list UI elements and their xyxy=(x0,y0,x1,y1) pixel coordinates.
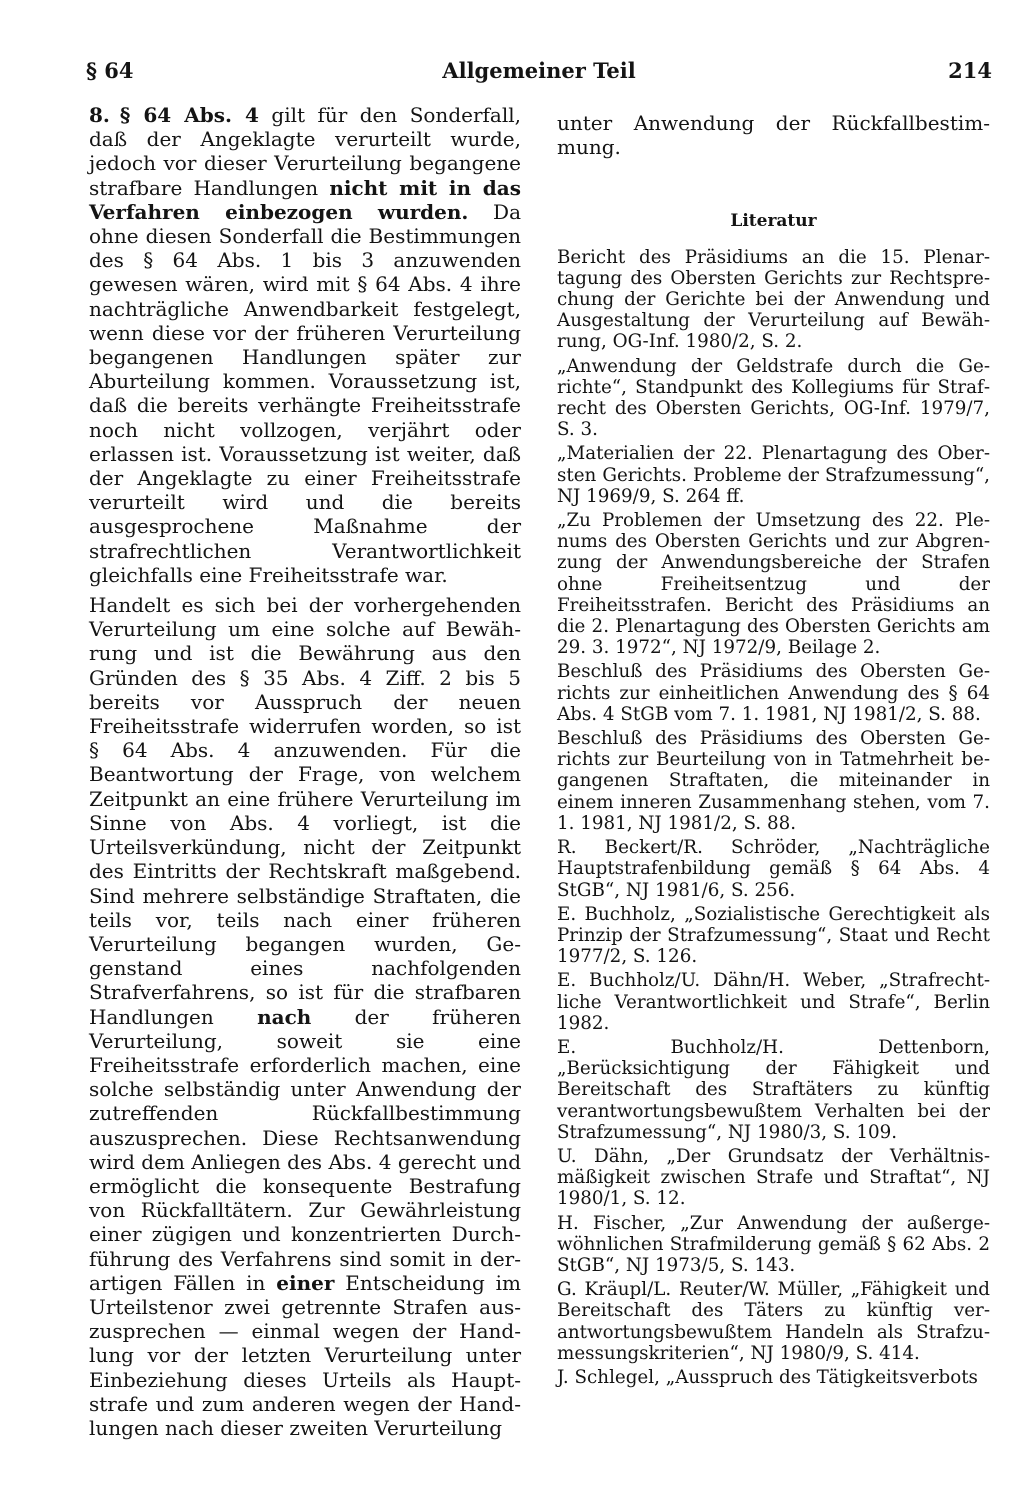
paragraph-text: Handelt es sich bei der vorhergehenden Verurteilung um eine solche auf Bewährung und ist die Bewährung aus den Gründen des § 35 Abs. 4 Ziff. 2 bis 5 bereits vor Ausspruch der neuen Freiheitsstrafe widerrufen worden, so ist § 64 Abs. 4 anzuwenden. Für die Beantwortung der Frage, von welchem Zeitpunkt an eine frühere Verurteilung im Sinne von Abs. 4 vorliegt, ist die Urteilsverkündung, nicht der Zeitpunkt des Eintritts der Rechtskraft maßgebend. Sind mehrere selbständige Straftaten, die teils vor, teils nach einer früheren Verurteilung begangen wurden, Gegenstand eines nachfolgenden Strafverfahrens, so ist für die strafbaren Handlungen xyxy=(89,593,521,1029)
page-title: Allgemeiner Teil xyxy=(442,58,636,83)
main-text-column xyxy=(89,103,521,1440)
paragraph-text: der früheren Verurteilung, soweit sie eine Freiheitsstrafe erforderlich machen, eine solche selbständig unter Anwendung der zutreffenden Rückfallbestimmung auszusprechen. Diese Rechtsanwendung wird dem Anliegen des Abs. 4 gerecht und ermöglicht die konsequente Bestrafung von Rückfalltätern. Zur Gewährleistung einer zügigen und konzentrierten Durchführung des Verfahrens sind somit in derartigen Fällen in xyxy=(89,1004,521,1295)
paragraph-emphasis: nicht mit in das Verfahren einbezogen wurden. xyxy=(89,175,521,224)
paragraph-text: gilt für den Sonderfall, daß der Angeklagte verurteilt wurde, jedoch vor dieser Verurteilung begangene strafbare Handlungen xyxy=(89,103,521,200)
literature-entry: E. Buchholz/H. Dettenborn, „Berücksichtigung der Fähigkeit und Bereitschaft des Straftäters zu künftig verantwortungsbewußtem Verhalten bei der Strafzumessung“, NJ 1980/3, S. 109. xyxy=(557,1036,990,1143)
literature-entry: R. Beckert/R. Schröder, „Nachträgliche Hauptstrafenbildung gemäß § 64 Abs. 4 StGB“, NJ 1981/6, S. 256. xyxy=(557,837,990,901)
right-column xyxy=(557,111,990,1391)
page-number: 214 xyxy=(948,58,992,83)
literature-list xyxy=(557,247,990,1389)
literature-entry: J. Schlegel, „Ausspruch des Tätigkeitsverbots xyxy=(557,1366,978,1388)
literature-entry: E. Buchholz/U. Dähn/H. Weber, „Strafrechtliche Verantwortlichkeit und Strafe“, Berlin 1982. xyxy=(557,970,990,1034)
paragraph-text: Da ohne diesen Sonderfall die Bestimmungen des § 64 Abs. 1 bis 3 anzuwenden gewesen wären, wird mit § 64 Abs. 4 ihre nachträgliche Anwendbarkeit festgelegt, wenn diese vor der früheren Verurteilung begangenen Handlungen später zur Aburteilung kommen. Voraussetzung ist, daß die bereits verhängte Freiheitsstrafe noch nicht vollzogen, verjährt oder erlassen ist. Voraussetzung ist weiter, daß der Angeklagte zu einer Freiheitsstrafe verurteilt wird und die bereits ausgesprochene Maßnahme der strafrechtlichen Verantwortlichkeit gleichfalls eine Freiheitsstrafe war. xyxy=(89,199,521,587)
literature-entry: E. Buchholz, „Sozialistische Gerechtigkeit als Prinzip der Strafzumessung“, Staat und Recht 1977/2, S. 126. xyxy=(557,903,990,968)
paragraph-number: 8. xyxy=(89,103,110,127)
paragraph-emphasis: einer xyxy=(276,1270,335,1295)
literature-heading: Literatur xyxy=(730,211,817,232)
paragraph-reference: § 64 Abs. 4 xyxy=(119,103,259,127)
section-marker: § 64 xyxy=(86,58,134,83)
paragraph-8 xyxy=(89,103,521,587)
literature-entry: „Anwendung der Geldstrafe durch die Gerichte“, Standpunkt des Kollegiums für Strafrecht des Obersten Gerichts, OG-Inf. 1979/7, S. 3. xyxy=(557,355,990,441)
paragraph-emphasis: nach xyxy=(257,1004,312,1029)
paragraph xyxy=(89,593,521,1440)
literature-entry: Beschluß des Präsidiums des Obersten Gerichts zur Beurteilung von in Tatmehrheit begangenen Straftaten, die miteinander in einem inneren Zusammenhang stehen, vom 7. 1. 1981, NJ 1981/2, S. 88. xyxy=(557,728,990,834)
paragraph-continuation: unter Anwendung der Rückfallbestimmung. xyxy=(557,111,990,160)
literature-entry: Beschluß des Präsidiums des Obersten Gerichts zur einheitlichen Anwendung des § 64 Abs. 4 StGB vom 7. 1. 1981, NJ 1981/2, S. 88. xyxy=(557,661,990,725)
literature-entry: U. Dähn, „Der Grundsatz der Verhältnismäßigkeit zwischen Strafe und Straftat“, NJ 1980/1, S. 12. xyxy=(557,1145,990,1210)
literature-entry: Bericht des Präsidiums an die 15. Plenartagung des Obersten Gerichts zur Rechtsprechung der Gerichte bei der Anwendung und Ausgestaltung der Verurteilung auf Bewährung, OG-Inf. 1980/2, S. 2. xyxy=(557,246,990,353)
literature-entry: „Materialien der 22. Plenartagung des Obersten Gerichts. Probleme der Strafzumessung“, NJ 1969/9, S. 264 ff. xyxy=(557,443,990,507)
running-head xyxy=(86,58,992,92)
literature-entry: H. Fischer, „Zur Anwendung der außergewöhnlichen Strafmilderung gemäß § 62 Abs. 2 StGB“, NJ 1973/5, S. 143. xyxy=(557,1212,990,1276)
literature-entry: G. Kräupl/L. Reuter/W. Müller, „Fähigkeit und Bereitschaft des Täters zu künftig verantwortungsbewußtem Handeln als Strafzumessungskriterien“, NJ 1980/9, S. 414. xyxy=(557,1279,990,1364)
literature-entry: „Zu Problemen der Umsetzung des 22. Plenums des Obersten Gerichts und zur Abgrenzung der Anwendungsbereiche der Strafen ohne Freiheitsentzug und der Freiheitsstrafen. Bericht des Präsidiums an die 2. Plenartagung des Obersten Gerichts am 29. 3. 1972“, NJ 1972/9, Beilage 2. xyxy=(557,510,990,659)
paragraph-text: Entscheidung im Urteilstenor zwei getrennte Strafen auszusprechen — einmal wegen der Handlung vor der letzten Verurteilung unter Einbeziehung dieses Urteils als Hauptstrafe und zum anderen wegen der Handlungen nach dieser zweiten Verurteilung xyxy=(89,1270,521,1440)
